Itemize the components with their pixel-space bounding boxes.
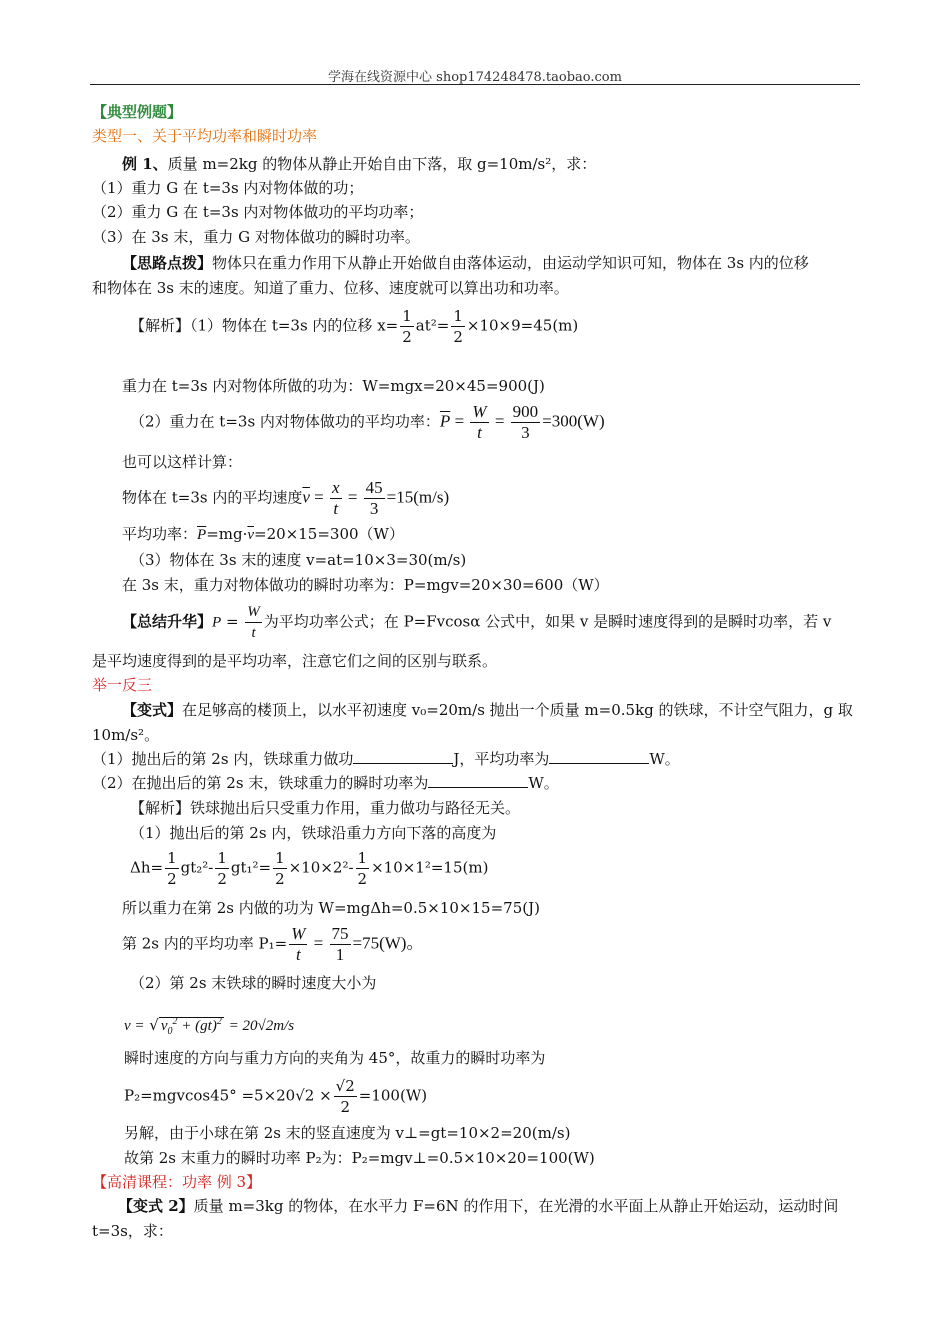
sol-label: 【解析】 [130, 316, 191, 335]
var1-stem-2: 10m/s²。 [92, 726, 160, 744]
section-title: 【典型例题】 [92, 103, 183, 121]
sol-3c: gt₁²= [230, 858, 272, 877]
ex1-q2: （2）重力 G 在 t=3s 内对物体做功的平均功率； [92, 203, 424, 221]
summary-label: 【总结升华】 [122, 612, 213, 631]
ex1-sol-8: 在 3s 末，重力对物体做功的瞬时功率为：P=mgv=20×30=600（W） [122, 576, 609, 594]
var1-q1 [92, 749, 680, 769]
sol-3b: =300(W) [542, 411, 605, 431]
fraction-half: $\frac{1}{2}$ [275, 849, 285, 888]
var1-sol-11: 故第 2s 末重力的瞬时功率 P₂为：P₂=mgv⊥=0.5×10×20=100(W) [124, 1149, 595, 1167]
fraction-half: $\frac{1}{2}$ [167, 849, 177, 888]
sol-label: 【解析】 [130, 799, 191, 817]
var1-sol-7: v = √ $v_0^2 + (gt)^2 = 20√2m/s$ [124, 1016, 295, 1037]
fraction-w-over-t: $\frac{W}{t}$ [472, 402, 487, 442]
var2-stem-text: 质量 m=3kg 的物体，在水平力 F=6N 的作用下，在光滑的水平面上从静止开始运动，运动时间 [193, 1197, 839, 1215]
var1-sol-5: 第 2s 内的平均功率 P₁= $\frac{W}{t}$ = $\frac{75}{1}$ =75(W)。 [122, 924, 424, 964]
var1-sol-6: （2）第 2s 末铁球的瞬时速度大小为 [130, 974, 377, 992]
var1-sol-4: 所以重力在第 2s 内做的功为 W=mgΔh=0.5×10×15=75(J) [122, 899, 540, 917]
fraction-900-over-3: $\frac{900}{3}$ [512, 402, 539, 442]
fraction-half: $\frac{1}{2}$ [357, 849, 368, 888]
var1-sol-8: 瞬时速度的方向与重力方向的夹角为 45°，故重力的瞬时功率为 [124, 1049, 546, 1067]
ex1-q3: （3）在 3s 末，重力 G 对物体做功的瞬时功率。 [92, 228, 420, 246]
sol-7a: v = [124, 1018, 145, 1034]
sol-1a: （1）物体在 t=3s 内的位移 x= [190, 316, 399, 335]
var1-stem-text: 在足够高的楼顶上，以水平初速度 v₀=20m/s 抛出一个质量 m=0.5kg 的铁球，不计空气阻力，g 取 [182, 701, 853, 719]
sol-3b: gt₂²- [180, 858, 214, 877]
sol-1c: ×10×9=45(m) [466, 316, 579, 335]
var2-stem-2: t=3s，求： [92, 1222, 173, 1240]
sol-5b: =15(m/s) [386, 487, 450, 507]
answer-blank [549, 749, 649, 764]
sol-6a: 平均功率： [122, 525, 198, 543]
answer-blank [428, 773, 528, 788]
sol-6c: =20×15=300（W） [254, 525, 404, 543]
fraction-75-over-1: $\frac{75}{1}$ [331, 924, 349, 964]
fraction-w-over-t: $\frac{W}{t}$ [247, 604, 260, 641]
summary-text-1: 为平均功率公式；在 P=Fvcosα 公式中，如果 v 是瞬时速度得到的是瞬时功率，若 v [263, 612, 832, 631]
var1-sol-3 [130, 848, 488, 889]
header-divider [90, 84, 860, 85]
sqrt-expression: $v_0^2 + (gt)^2$ [160, 1016, 222, 1037]
ex1-sol-7: （3）物体在 3s 末的速度 v=at=10×3=30(m/s) [130, 551, 467, 569]
type-title: 类型一、关于平均功率和瞬时功率 [92, 127, 318, 145]
var1-sol-10: 另解，由于小球在第 2s 末的竖直速度为 v⊥=gt=10×2=20(m/s) [124, 1124, 571, 1142]
fraction-half: $\frac{1}{2}$ [217, 849, 227, 888]
ex1-sol-4: 也可以这样计算： [122, 453, 243, 471]
answer-blank [353, 749, 453, 764]
ex1-sol-1 [130, 306, 578, 347]
avg-velocity-symbol: $\overline{v}$ [302, 487, 310, 507]
ex1-sol-3: （2）重力在 t=3s 内对物体做功的平均功率：$\overline{P}$ = $\frac{W}{t}$ = $\frac{900}{3}$ =300(W) [130, 402, 605, 442]
var1-sol-1-text: 铁球抛出后只受重力作用，重力做功与路径无关。 [190, 799, 521, 817]
fraction-x-over-t: $\frac{x}{t}$ [332, 478, 340, 518]
fraction-45-over-3: $\frac{45}{3}$ [365, 478, 383, 518]
sol-3e: ×10×1²=15(m) [371, 858, 489, 877]
avg-power-symbol: $\overline{P}$ [439, 411, 451, 431]
var1-label: 【变式】 [122, 701, 183, 719]
hint-text-1: 物体只在重力作用下从静止开始做自由落体运动，由运动学知识可知，物体在 3s 内的位移 [212, 254, 809, 272]
ex1-sol-6 [122, 524, 404, 545]
sol-7b: = 20√2m/s [228, 1018, 295, 1034]
var1-sol-1 [130, 798, 520, 818]
sol-5a: 第 2s 内的平均功率 P₁= [122, 934, 288, 953]
var1-sol-2: （1）抛出后的第 2s 内，铁球沿重力方向下落的高度为 [130, 824, 497, 842]
hint-label: 【思路点拨】 [122, 254, 213, 272]
fraction-half: $\frac{1}{2}$ [402, 307, 412, 346]
sol-3d: ×10×2²- [288, 858, 354, 877]
fraction-sqrt2-over-2: $\frac{√2}{2}$ [335, 1077, 355, 1116]
var1-q2 [92, 773, 559, 793]
sol-9b: =100(W) [358, 1086, 428, 1105]
var1-sol-9 [124, 1076, 427, 1117]
sol-9a: P₂=mgvcos45° =5×20√2 × [124, 1086, 332, 1105]
ex1-label: 例 1、 [122, 155, 168, 173]
page-header: 学海在线资源中心 shop174248478.taobao.com [328, 70, 622, 85]
q1a: （1）抛出后的第 2s 内，铁球重力做功 [92, 750, 354, 768]
ex1-stem-text: 质量 m=2kg 的物体从静止开始自由下落，取 g=10m/s²，求： [167, 155, 597, 173]
p-bar: $\overline{P}$ [197, 527, 207, 543]
sol-6b: =mg· [206, 525, 248, 543]
var2-stem-1 [118, 1196, 838, 1216]
ex1-stem [122, 154, 596, 174]
ex1-hint-2: 和物体在 3s 末的速度。知道了重力、位移、速度就可以算出功和功率。 [92, 279, 569, 297]
ex1-sol-5: 物体在 t=3s 内的平均速度$\overline{v}$ = $\frac{x}{t}$ = $\frac{45}{3}$ =15(m/s) [122, 478, 450, 518]
q2a: （2）在抛出后的第 2s 末，铁球重力的瞬时功率为 [92, 774, 429, 792]
fraction-w-over-t: $\frac{W}{t}$ [291, 924, 306, 964]
sol-5b: =75(W)。 [352, 933, 424, 953]
var2-label: 【变式 2】 [118, 1197, 194, 1215]
ex1-summary-2: 是平均速度得到的是平均功率，注意它们之间的区别与联系。 [92, 652, 498, 670]
ex1-hint-1 [122, 253, 809, 273]
v-bar: $\overline{v}$ [247, 527, 255, 543]
fraction-half: $\frac{1}{2}$ [453, 307, 463, 346]
q1b: J，平均功率为 [453, 750, 550, 768]
var1-stem-1 [122, 700, 853, 720]
q1c: W。 [649, 750, 680, 768]
sol-3a: Δh= [130, 858, 164, 877]
ex1-sol-2: 重力在 t=3s 内对物体所做的功为：W=mgx=20×45=900(J) [122, 377, 545, 395]
ex1-summary-1: 【总结升华】P = $\frac{W}{t}$ 为平均功率公式；在 P=Fvcosα 公式中，如果 v 是瞬时速度得到的是瞬时功率，若 v [122, 604, 832, 641]
practice-title: 举一反三 [92, 676, 153, 694]
ex1-q1: （1）重力 G 在 t=3s 内对物体做的功； [92, 179, 364, 197]
sol-5a: 物体在 t=3s 内的平均速度 [122, 488, 303, 507]
q2b: W。 [528, 774, 559, 792]
hd-course-title: 【高清课程：功率 例 3】 [92, 1173, 262, 1191]
sol-3a: （2）重力在 t=3s 内对物体做功的平均功率： [130, 412, 440, 431]
sol-1b: at²= [415, 316, 450, 335]
